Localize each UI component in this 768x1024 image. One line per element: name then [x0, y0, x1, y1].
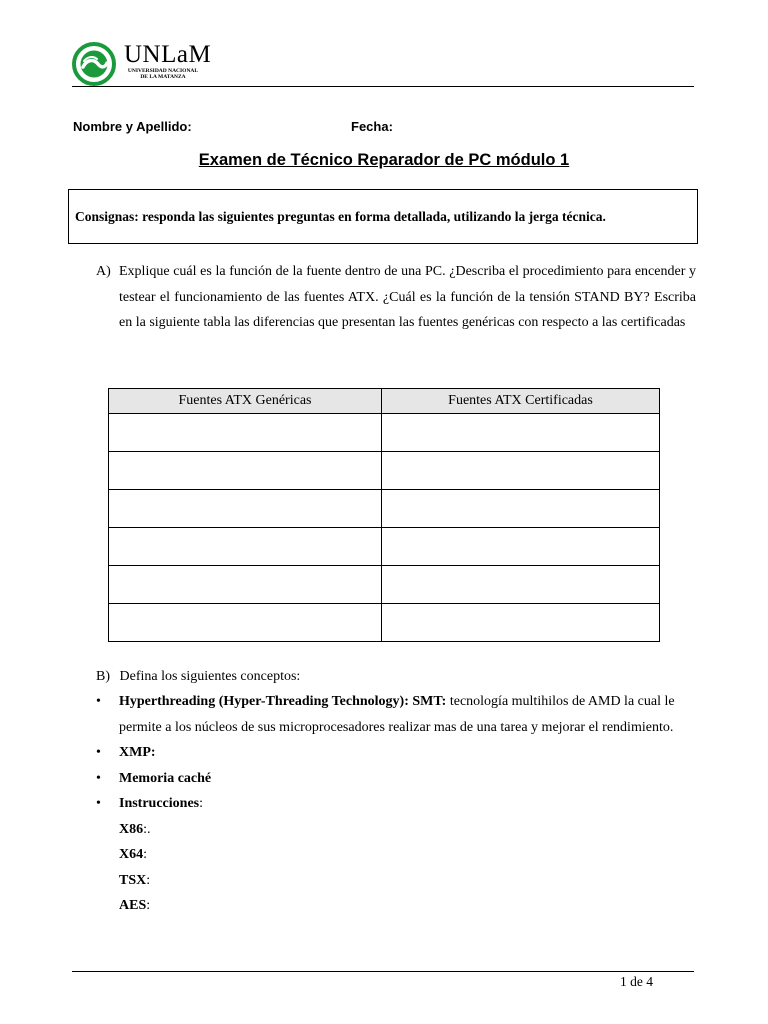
answer-cell[interactable] — [382, 414, 660, 452]
instruction-x64-label: X64 — [119, 847, 144, 862]
instruction-tsx-suffix: : — [146, 872, 151, 888]
answer-cell[interactable] — [109, 528, 382, 566]
footer-divider — [72, 971, 694, 972]
answer-cell[interactable] — [382, 604, 660, 642]
instruction-sublist — [96, 817, 696, 919]
concept-hyperthreading-label: Hyperthreading (Hyper-Threading Technology): SMT: — [119, 694, 447, 709]
column-header-certified: Fuentes ATX Certificadas — [382, 389, 660, 414]
instruction-x86-label: X86 — [119, 821, 144, 837]
question-b-marker: B) — [96, 669, 110, 684]
concept-list — [96, 689, 696, 919]
answer-cell[interactable] — [109, 566, 382, 604]
concept-xmp-label: XMP: — [119, 745, 156, 760]
table-row — [109, 452, 660, 490]
instructions-box — [68, 189, 698, 244]
name-field-label: Nombre y Apellido: — [73, 119, 192, 134]
question-b-text: Defina los siguientes conceptos: — [119, 669, 301, 684]
table-row — [109, 414, 660, 452]
bullet-icon: • — [96, 694, 101, 709]
header-divider — [72, 86, 694, 87]
concept-instructions-colon: : — [199, 796, 204, 811]
answer-cell[interactable] — [382, 490, 660, 528]
unlam-emblem-icon — [72, 42, 118, 86]
question-a-text: Explique cuál es la función de la fuente dentro de una PC. ¿Describa el procedimiento para encender y testear el funcionamiento de las fuentes ATX. ¿Cuál es la función de la tensión STAND BY? Escriba en la siguiente tabla las diferencias que presentan las fuentes genéricas con respecto a las certificadas — [119, 264, 696, 330]
instruction-x64-suffix: : — [143, 847, 148, 862]
logo-subtitle-line1: UNIVERSIDAD NACIONAL — [127, 68, 199, 74]
question-a — [96, 259, 696, 336]
column-header-generic: Fuentes ATX Genéricas — [109, 389, 382, 414]
concept-instructions-label: Instrucciones — [119, 796, 200, 811]
answer-cell[interactable] — [109, 452, 382, 490]
instruction-tsx-label: TSX — [119, 872, 147, 888]
table-row — [109, 604, 660, 642]
table-row — [109, 566, 660, 604]
question-a-marker: A) — [96, 264, 111, 279]
list-item — [96, 766, 696, 792]
answer-cell[interactable] — [109, 604, 382, 642]
list-item — [96, 689, 696, 740]
page-number: 1 de 4 — [620, 974, 653, 989]
table-row — [109, 528, 660, 566]
instructions-text: Consignas: responda las siguientes preguntas en forma detallada, utilizando la jerga técnica. — [75, 208, 606, 224]
exam-title: Examen de Técnico Reparador de PC módulo 1 — [198, 151, 570, 169]
bullet-icon: • — [96, 770, 101, 786]
answer-cell[interactable] — [382, 528, 660, 566]
logo-brand: UNLaM — [124, 41, 212, 68]
concept-hyperthreading-text: tecnología multihilos de AMD la cual le permite a los núcleos de sus microprocesadores realizar mas de una tarea y mejorar el rendimiento. — [119, 694, 675, 735]
answer-cell[interactable] — [382, 452, 660, 490]
bullet-icon: • — [96, 796, 101, 811]
list-item — [96, 791, 696, 817]
instruction-aes-suffix: : — [146, 898, 151, 913]
bullet-icon: • — [96, 745, 101, 760]
list-item — [119, 893, 696, 919]
instruction-aes-label: AES — [119, 898, 147, 913]
university-logo — [72, 42, 212, 86]
date-field-label: Fecha: — [351, 119, 393, 134]
instruction-x86-suffix: :. — [143, 821, 151, 837]
answer-cell[interactable] — [382, 566, 660, 604]
table-row — [109, 490, 660, 528]
answer-cell[interactable] — [109, 490, 382, 528]
comparison-table — [108, 388, 660, 642]
answer-cell[interactable] — [109, 414, 382, 452]
table-header-row — [109, 389, 660, 414]
logo-text — [124, 42, 211, 80]
question-b — [96, 664, 300, 690]
list-item — [119, 868, 696, 894]
list-item — [119, 842, 696, 868]
logo-subtitle-line2: DE LA MATANZA — [140, 74, 186, 80]
concept-cache-label: Memoria caché — [119, 770, 212, 786]
list-item — [119, 817, 696, 843]
list-item — [96, 740, 696, 766]
